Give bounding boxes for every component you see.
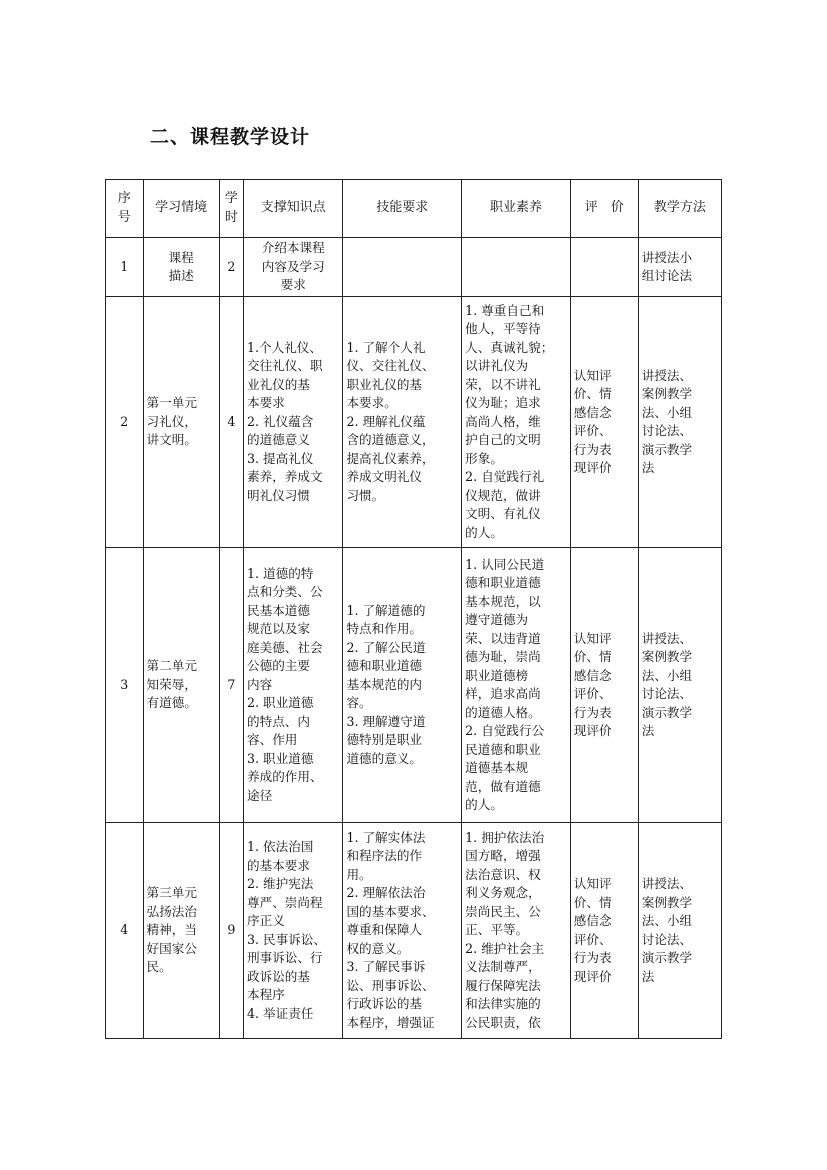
header-quality: 职业素养 bbox=[462, 180, 571, 238]
row-situation: 第二单元 知荣辱， 有道德。 bbox=[143, 548, 219, 823]
row-hours: 4 bbox=[219, 297, 243, 548]
row-quality bbox=[462, 238, 571, 297]
row-hours: 7 bbox=[219, 548, 243, 823]
row-evaluation: 认知评 价、情 感信念 评价、 行为表 现评价 bbox=[570, 297, 638, 548]
row-num: 3 bbox=[106, 548, 144, 823]
row-situation: 第三单元 弘扬法治 精神，当 好国家公 民。 bbox=[143, 823, 219, 1039]
row-evaluation bbox=[570, 238, 638, 297]
header-num: 序 号 bbox=[106, 180, 144, 238]
row-method: 讲授法、 案例教学 法、小组 讨论法、 演示教学 法 bbox=[638, 823, 721, 1039]
row-skills: 1. 了解道德的 特点和作用。 2. 了解公民道 德和职业道德 基本规范的内 容。 3. 理解遵守道 德特别是职业 道德的意义。 bbox=[343, 548, 462, 823]
row-quality: 1. 拥护依法治 国方略，增强 法治意识、权 利义务观念， 崇尚民主、公 正、平等。 2. 维护社会主 义法制尊严， 履行保障宪法 和法律实施的 公民职责，依 bbox=[462, 823, 571, 1039]
row-hours: 2 bbox=[219, 238, 243, 297]
row-hours: 9 bbox=[219, 823, 243, 1039]
row-num: 1 bbox=[106, 238, 144, 297]
header-knowledge: 支撑知识点 bbox=[244, 180, 343, 238]
row-num: 4 bbox=[106, 823, 144, 1039]
table-row bbox=[106, 238, 722, 297]
row-knowledge: 介绍本课程 内容及学习 要求 bbox=[244, 238, 343, 297]
row-knowledge: 1. 道德的特 点和分类、公 民基本道德 规范以及家 庭美德、社会 公德的主要 内容 2. 职业道德 的特点、内 容、作用 3. 职业道德 养成的作用、 途径 bbox=[244, 548, 343, 823]
row-method: 讲授法、 案例教学 法、小组 讨论法、 演示教学 法 bbox=[638, 548, 721, 823]
header-situation: 学习情境 bbox=[143, 180, 219, 238]
row-situation: 第一单元 习礼仪， 讲文明。 bbox=[143, 297, 219, 548]
header-evaluation: 评 价 bbox=[570, 180, 638, 238]
course-design-table bbox=[105, 179, 722, 1039]
row-quality: 1. 尊重自己和 他人，平等待 人、真诚礼貌； 以讲礼仪为 荣，以不讲礼 仪为耻；追求 高尚人格，维 护自己的文明 形象。 2. 自觉践行礼 仪规范，做讲 文明、有礼仪 的人。 bbox=[462, 297, 571, 548]
row-knowledge: 1. 依法治国 的基本要求 2. 维护宪法 尊严、崇尚程 序正义 3. 民事诉讼、 刑事诉讼、行 政诉讼的基 本程序 4. 举证责任 bbox=[244, 823, 343, 1039]
header-method: 教学方法 bbox=[638, 180, 721, 238]
row-situation: 课程 描述 bbox=[143, 238, 219, 297]
row-skills: 1. 了解实体法 和程序法的作 用。 2. 理解依法治 国的基本要求、 尊重和保障人 权的意义。 3. 了解民事诉 讼、刑事诉讼、 行政诉讼的基 本程序，增强证 bbox=[343, 823, 462, 1039]
row-num: 2 bbox=[106, 297, 144, 548]
row-method: 讲授法小 组讨论法 bbox=[638, 238, 721, 297]
table-row bbox=[106, 823, 722, 1039]
header-skills: 技能要求 bbox=[343, 180, 462, 238]
header-hours: 学 时 bbox=[219, 180, 243, 238]
row-quality: 1. 认同公民道 德和职业道德 基本规范，以 遵守道德为 荣、以违背道 德为耻，崇尚 职业道德榜 样，追求高尚 的道德人格。 2. 自觉践行公 民道德和职业 道德基本规 范，做有道德 的人。 bbox=[462, 548, 571, 823]
section-title: 二、课程教学设计 bbox=[150, 126, 311, 148]
row-skills: 1. 了解个人礼 仪、交往礼仪、 职业礼仪的基 本要求。 2. 理解礼仪蕴 含的道德意义， 提高礼仪素养， 养成文明礼仪 习惯。 bbox=[343, 297, 462, 548]
row-evaluation: 认知评 价、情 感信念 评价、 行为表 现评价 bbox=[570, 823, 638, 1039]
header-row bbox=[106, 180, 722, 238]
row-knowledge: 1.个人礼仪、 交往礼仪、职 业礼仪的基 本要求 2. 礼仪蕴含 的道德意义 3. 提高礼仪 素养，养成文 明礼仪习惯 bbox=[244, 297, 343, 548]
row-method: 讲授法、 案例教学 法、小组 讨论法、 演示教学 法 bbox=[638, 297, 721, 548]
row-evaluation: 认知评 价、情 感信念 评价、 行为表 现评价 bbox=[570, 548, 638, 823]
table-row bbox=[106, 297, 722, 548]
table-row bbox=[106, 548, 722, 823]
row-skills bbox=[343, 238, 462, 297]
